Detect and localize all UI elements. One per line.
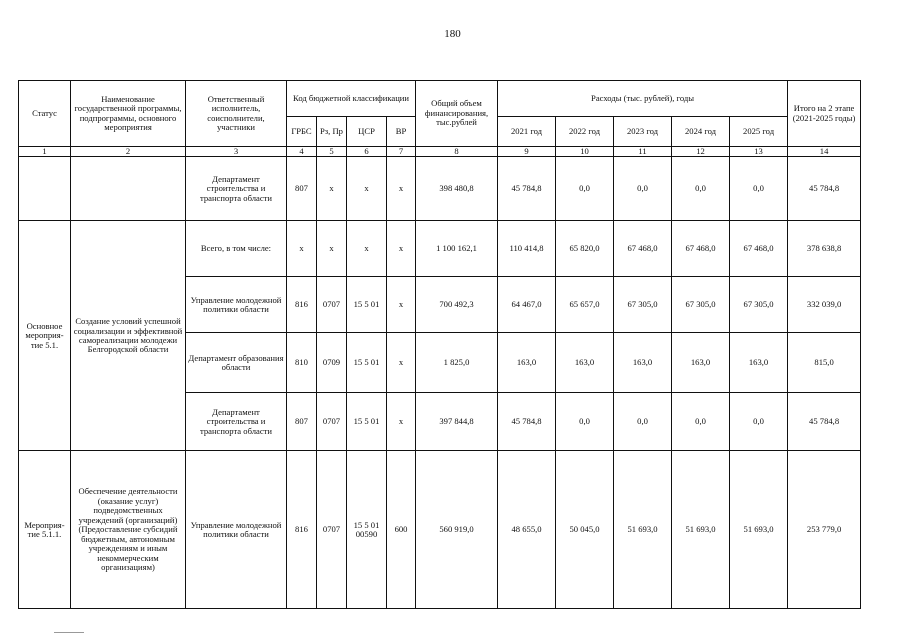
vr-cell: х <box>387 221 416 277</box>
header-name: Наименование государственной программы, подпрограммы, основного мероприятия <box>71 81 186 147</box>
header-grbs: ГРБС <box>287 117 317 147</box>
vr-cell: х <box>387 277 416 333</box>
year-2023-cell: 51 693,0 <box>614 451 672 609</box>
col-number: 7 <box>387 147 416 157</box>
status-cell: Основное мероприя-тие 5.1. <box>19 221 71 451</box>
col-number: 11 <box>614 147 672 157</box>
header-year-2021: 2021 год <box>498 117 556 147</box>
header-itogo: Итого на 2 этапе (2021-2025 годы) <box>788 81 861 147</box>
year-2021-cell: 110 414,8 <box>498 221 556 277</box>
year-2024-cell: 67 305,0 <box>672 277 730 333</box>
header-executor: Ответственный исполнитель, соисполнители, участники <box>186 81 287 147</box>
total-cell: 700 492,3 <box>416 277 498 333</box>
total-cell: 397 844,8 <box>416 393 498 451</box>
year-2025-cell: 0,0 <box>730 393 788 451</box>
header-year-2023: 2023 год <box>614 117 672 147</box>
year-2021-cell: 45 784,8 <box>498 393 556 451</box>
table-row <box>19 157 861 221</box>
page-number: 180 <box>444 28 461 40</box>
grbs-cell: 807 <box>287 393 317 451</box>
grbs-cell: 807 <box>287 157 317 221</box>
name-cell: Создание условий успешной социализации и эффективной самореализации молодежи Белгородской области <box>71 221 186 451</box>
vr-cell: 600 <box>387 451 416 609</box>
executor-cell: Управление молодежной политики области <box>186 277 287 333</box>
col-number: 5 <box>317 147 347 157</box>
year-2024-cell: 67 468,0 <box>672 221 730 277</box>
column-number-row <box>19 147 861 157</box>
year-2025-cell: 51 693,0 <box>730 451 788 609</box>
col-number: 6 <box>347 147 387 157</box>
year-2024-cell: 0,0 <box>672 393 730 451</box>
col-number: 9 <box>498 147 556 157</box>
rzpr-cell: х <box>317 221 347 277</box>
year-2021-cell: 45 784,8 <box>498 157 556 221</box>
name-cell <box>71 157 186 221</box>
year-2022-cell: 65 657,0 <box>556 277 614 333</box>
year-2024-cell: 0,0 <box>672 157 730 221</box>
grbs-cell: 816 <box>287 451 317 609</box>
budget-table <box>18 80 861 609</box>
year-2022-cell: 0,0 <box>556 393 614 451</box>
header-expenses: Расходы (тыс. рублей), годы <box>498 81 788 117</box>
rzpr-cell: 0707 <box>317 277 347 333</box>
csr-cell: х <box>347 157 387 221</box>
col-number: 8 <box>416 147 498 157</box>
itogo-cell: 253 779,0 <box>788 451 861 609</box>
csr-cell: 15 5 01 00590 <box>347 451 387 609</box>
scan-mark <box>54 632 84 633</box>
vr-cell: х <box>387 157 416 221</box>
grbs-cell: х <box>287 221 317 277</box>
executor-cell: Управление молодежной политики области <box>186 451 287 609</box>
grbs-cell: 816 <box>287 277 317 333</box>
status-cell: Мероприя-тие 5.1.1. <box>19 451 71 609</box>
executor-cell: Департамент образования области <box>186 333 287 393</box>
header-total-volume: Общий объем финансирования, тыс.рублей <box>416 81 498 147</box>
year-2025-cell: 163,0 <box>730 333 788 393</box>
csr-cell: х <box>347 221 387 277</box>
total-cell: 398 480,8 <box>416 157 498 221</box>
status-cell <box>19 157 71 221</box>
header-status: Статус <box>19 81 71 147</box>
grbs-cell: 810 <box>287 333 317 393</box>
year-2021-cell: 163,0 <box>498 333 556 393</box>
csr-cell: 15 5 01 <box>347 333 387 393</box>
rzpr-cell: х <box>317 157 347 221</box>
year-2022-cell: 163,0 <box>556 333 614 393</box>
col-number: 12 <box>672 147 730 157</box>
rzpr-cell: 0707 <box>317 451 347 609</box>
col-number: 1 <box>19 147 71 157</box>
year-2025-cell: 0,0 <box>730 157 788 221</box>
total-cell: 1 825,0 <box>416 333 498 393</box>
header-year-2025: 2025 год <box>730 117 788 147</box>
rzpr-cell: 0709 <box>317 333 347 393</box>
col-number: 13 <box>730 147 788 157</box>
vr-cell: х <box>387 393 416 451</box>
year-2022-cell: 65 820,0 <box>556 221 614 277</box>
year-2021-cell: 48 655,0 <box>498 451 556 609</box>
col-number: 4 <box>287 147 317 157</box>
itogo-cell: 378 638,8 <box>788 221 861 277</box>
year-2023-cell: 163,0 <box>614 333 672 393</box>
header-budget-code: Код бюджетной классификации <box>287 81 416 117</box>
year-2025-cell: 67 305,0 <box>730 277 788 333</box>
header-year-2022: 2022 год <box>556 117 614 147</box>
year-2024-cell: 51 693,0 <box>672 451 730 609</box>
name-cell: Обеспечение деятельности (оказание услуг) подведомственных учреждений (организаций) (Предоставление субсидий бюджетным, автономным учреждениям и иным некоммерческим организациям) <box>71 451 186 609</box>
itogo-cell: 815,0 <box>788 333 861 393</box>
itogo-cell: 45 784,8 <box>788 393 861 451</box>
year-2022-cell: 0,0 <box>556 157 614 221</box>
header-year-2024: 2024 год <box>672 117 730 147</box>
year-2023-cell: 67 468,0 <box>614 221 672 277</box>
col-number: 3 <box>186 147 287 157</box>
year-2022-cell: 50 045,0 <box>556 451 614 609</box>
header-vr: ВР <box>387 117 416 147</box>
year-2024-cell: 163,0 <box>672 333 730 393</box>
executor-cell: Департамент строительства и транспорта области <box>186 157 287 221</box>
vr-cell: х <box>387 333 416 393</box>
executor-cell: Департамент строительства и транспорта области <box>186 393 287 451</box>
year-2025-cell: 67 468,0 <box>730 221 788 277</box>
csr-cell: 15 5 01 <box>347 277 387 333</box>
header-rzpr: Рз, Пр <box>317 117 347 147</box>
year-2021-cell: 64 467,0 <box>498 277 556 333</box>
total-cell: 1 100 162,1 <box>416 221 498 277</box>
col-number: 14 <box>788 147 861 157</box>
executor-cell: Всего, в том числе: <box>186 221 287 277</box>
rzpr-cell: 0707 <box>317 393 347 451</box>
year-2023-cell: 0,0 <box>614 393 672 451</box>
total-cell: 560 919,0 <box>416 451 498 609</box>
col-number: 10 <box>556 147 614 157</box>
table-row <box>19 221 861 277</box>
year-2023-cell: 0,0 <box>614 157 672 221</box>
year-2023-cell: 67 305,0 <box>614 277 672 333</box>
csr-cell: 15 5 01 <box>347 393 387 451</box>
itogo-cell: 332 039,0 <box>788 277 861 333</box>
header-csr: ЦСР <box>347 117 387 147</box>
table-row <box>19 451 861 609</box>
itogo-cell: 45 784,8 <box>788 157 861 221</box>
col-number: 2 <box>71 147 186 157</box>
